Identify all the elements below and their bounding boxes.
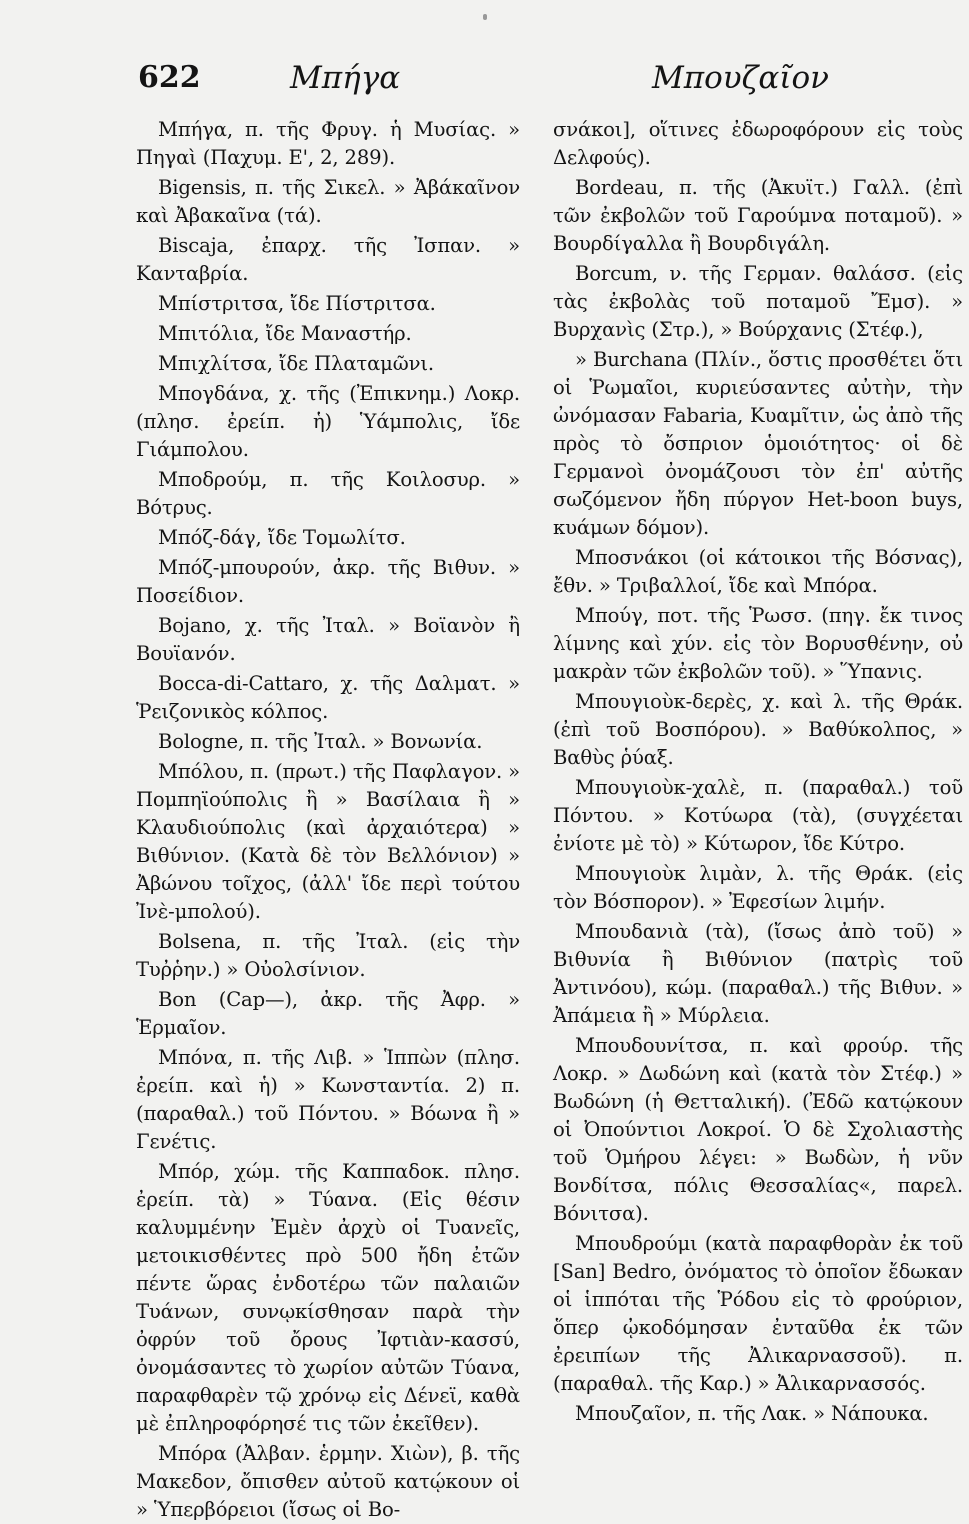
entry: Μπιχλίτσα, ἴδε Πλαταμῶνι.	[158, 352, 434, 375]
page-number: 622	[138, 60, 201, 95]
entry: Bojano, χ. τῆς Ἰταλ. » Βοϊανὸν ἢ Βουϊανόν.	[136, 614, 520, 665]
right-column	[553, 116, 963, 1425]
page-header	[138, 60, 829, 104]
left-running-headword: Μπήγα	[290, 60, 401, 96]
right-running-headword: Μπουζαῖον	[651, 60, 829, 96]
entry: Μπόρ, χώμ. τῆς Καππαδοκ. πλησ. ἐρείπ. τὰ) » Τύανα. (Εἰς θέσιν καλυμμένην Ἐμὲν ἀρχὺ οἱ Τυανεῖς, μετοικισθέντες πρὸ 500 ἤδη ἐτῶν πέντε ὥρας ἐνδοτέρω τῶν παλαιῶν Τυάνων, συνῳκίσθησαν παρὰ τὴν ὀφρύν τοῦ ὄρους Ἰφτιὰν-κασσύ, ὀνομάσαντες τὸ χωρίον αὐτῶν Τύανα, παραφθαρὲν τῷ χρόνῳ εἰς Δένεϊ, καθὰ μὲ ἐπληροφόρησέ τις τῶν ἐκεῖθεν).	[136, 1160, 520, 1435]
entry: Bon (Cap—), ἀκρ. τῆς Ἀφρ. » Ἑρμαῖον.	[136, 988, 520, 1039]
entry: Μπιτόλια, ἴδε Μαναστήρ.	[158, 322, 412, 345]
ink-speck	[483, 14, 487, 20]
entry: Μπουγιοὺκ-δερὲς, χ. καὶ λ. τῆς Θράκ. (ἐπὶ τοῦ Βοσπόρου). » Βαθύκολπος, » Βαθὺς ῥύαξ.	[553, 690, 963, 769]
entry: Bolsena, π. τῆς Ἰταλ. (εἰς τὴν Τυῤῥην.) » Οὐολσίνιον.	[136, 930, 520, 981]
entry: Μπουδρούμι (κατὰ παραφθορὰν ἐκ τοῦ [San] Bedro, ὀνόματος τὸ ὁποῖον ἔδωκαν οἱ ἱππόται τῆς Ῥόδου εἰς τὸ φρούριον, ὅπερ ᾠκοδόμησαν ἐνταῦθα ἐκ τῶν ἐρειπίων τῆς Ἀλικαρνασσοῦ). π. (παραθαλ. τῆς Καρ.) » Ἀλικαρνασσός.	[553, 1232, 963, 1395]
entry: Μπουγιοὺκ λιμὰν, λ. τῆς Θράκ. (εἰς τὸν Βόσπορον). » Ἐφεσίων λιμήν.	[553, 862, 963, 913]
entry: Μπουζαῖον, π. τῆς Λακ. » Νάπουκα.	[575, 1402, 929, 1425]
entry: Μπίστριτσα, ἴδε Πίστριτσα.	[158, 292, 436, 315]
entry: Μπόζ-μπουρούν, ἀκρ. τῆς Βιθυν. » Ποσείδιον.	[136, 556, 520, 607]
entry: Borcum, ν. τῆς Γερμαν. θαλάσσ. (εἰς τὰς ἐκβολὰς τοῦ ποταμοῦ Ἔμσ). » Βυρχανὶς (Στρ.), » Βούρχανις (Στέφ.),	[553, 262, 963, 341]
entry: Μπουδανιὰ (τὰ), (ἴσως ἀπὸ τοῦ) » Βιθυνία ἢ Βιθύνιον (πατρὶς τοῦ Ἀντινόου), κώμ. (παραθαλ.) τῆς Βιθυν. » Ἀπάμεια ἢ » Μύρλεια.	[553, 920, 963, 1027]
entry: Μπόζ-δάγ, ἴδε Τομωλίτσ.	[158, 526, 406, 549]
entry: Μποδρούμ, π. τῆς Κοιλοσυρ. » Βότρυς.	[136, 468, 520, 519]
entry-continuation: σνάκοι], οἵτινες ἐδωροφόρουν εἰς τοὺς Δελφούς).	[553, 118, 963, 169]
entry: Μπογδάνα, χ. τῆς (Ἐπικνημ.) Λοκρ. (πλησ. ἐρείπ. ἡ) Ὑάμπολις, ἴδε Γιάμπολου.	[136, 382, 520, 461]
entry: Bologne, π. τῆς Ἰταλ. » Βονωνία.	[158, 730, 483, 753]
entry: Μποσνάκοι (οἱ κάτοικοι τῆς Βόσνας), ἔθν. » Τριβαλλοί, ἴδε καὶ Μπόρα.	[553, 546, 963, 597]
entry: Bocca-di-Cattaro, χ. τῆς Δαλματ. » Ῥειζονικὸς κόλπος.	[136, 672, 520, 723]
left-column	[136, 116, 520, 1521]
entry: Μπούγ, ποτ. τῆς Ῥωσσ. (πηγ. ἔκ τινος λίμνης καὶ χύν. εἰς τὸν Βορυσθένην, οὐ μακρὰν τῶν ἐκβολῶν τοῦ). » Ὕπανις.	[553, 604, 963, 683]
entry: Μπήγα, π. τῆς Φρυγ. ἡ Μυσίας. » Πηγαὶ (Παχυμ. Ε', 2, 289).	[136, 118, 520, 169]
entry: » Burchana (Πλίν., ὅστις προσθέτει ὅτι οἱ Ῥωμαῖοι, κυριεύσαντες αὐτὴν, τὴν ὠνόμασαν Fabaria, Κυαμῖτιν, ὡς ἀπὸ τῆς πρὸς τὸ ὄσπριον ὁμοιότητος· οἱ δὲ Γερμανοὶ ὀνομάζουσι τὸν ἐπ' αὐτῆς σωζόμενον ἤδη πύργον Het-boon buys, κυάμων δόμον).	[553, 348, 963, 539]
entry: Bordeau, π. τῆς (Ἀκυϊτ.) Γαλλ. (ἐπὶ τῶν ἐκβολῶν τοῦ Γαρούμνα ποταμοῦ). » Βουρδίγαλλα ἢ Βουρδιγάλη.	[553, 176, 963, 255]
entry: Μπόνα, π. τῆς Λιβ. » Ἱππὼν (πλησ. ἐρείπ. καὶ ἡ) » Κωνσταντία. 2) π. (παραθαλ.) τοῦ Πόντου. » Βόωνα ἢ » Γενέτις.	[136, 1046, 520, 1153]
entry: Μπουδουνίτσα, π. καὶ φρούρ. τῆς Λοκρ. » Δωδώνη καὶ (κατὰ τὸν Στέφ.) » Βωδώνη (ἡ Θετταλική). (Ἐδῶ κατῴκουν οἱ Ὀπούντιοι Λοκροί. Ὁ δὲ Σχολιαστὴς τοῦ Ὁμήρου λέγει: » Βωδὼν, ἡ νῦν Βονδίτσα, πόλις Θεσσαλίας«, παρελ. Βόνιτσα).	[553, 1034, 963, 1225]
entry: Μπόλου, π. (πρωτ.) τῆς Παφλαγον. » Πομπηϊούπολις ἢ » Βασίλαια ἢ » Κλαυδιούπολις (καὶ ἀρχαιότερα) » Βιθύνιον. (Κατὰ δὲ τὸν Βελλόνιον) » Ἀβώνου τοῖχος, (ἀλλ' ἴδε περὶ τούτου Ἰνὲ-μπολού).	[136, 760, 520, 923]
entry: Μπουγιοὺκ-χαλὲ, π. (παραθαλ.) τοῦ Πόντου. » Κοτύωρα (τὰ), (συγχέεται ἐνίοτε μὲ τὸ) » Κύτωρον, ἴδε Κύτρο.	[553, 776, 963, 855]
entry: Biscaja, ἐπαρχ. τῆς Ἰσπαν. » Κανταβρία.	[136, 234, 520, 285]
entry: Bigensis, π. τῆς Σικελ. » Ἀβάκαῖνον καὶ Ἀβακαῖνα (τά).	[136, 176, 520, 227]
entry: Μπόρα (Ἀλβαν. ἑρμην. Χιὼν), β. τῆς Μακεδον, ὄπισθεν αὐτοῦ κατῴκουν οἱ » Ὑπερβόρειοι (ἴσως οἱ Βο-	[136, 1442, 520, 1521]
